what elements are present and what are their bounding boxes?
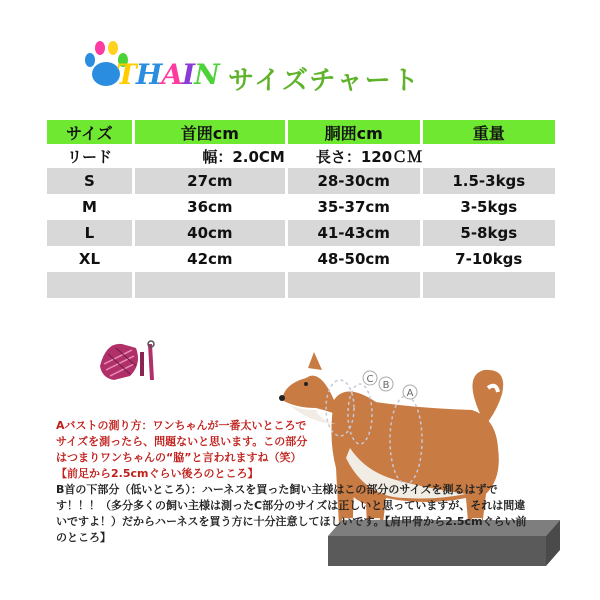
logo-text: THAIN bbox=[116, 58, 219, 91]
lead-label: リード bbox=[47, 144, 132, 168]
header-weight: 重量 bbox=[423, 120, 555, 144]
lead-length: 長さ：120ＣＭ bbox=[288, 144, 555, 168]
size-cell: M bbox=[47, 194, 132, 220]
neck-cell: 27cm bbox=[135, 168, 285, 194]
weight-cell: 1.5-3kgs bbox=[423, 168, 555, 194]
note-b: B首の下部分（低いところ）：ハーネスを買った飼い主様はこの部分のサイズを測るはずです！！！（多分多くの飼い主様は測ったC部分のサイズは正しいと思っていますが、それは間違いですよ！）だからハーネスを買う方に十分注意してほしいです。【肩甲骨から2.5cmぐらい前のところ】 bbox=[56, 483, 527, 544]
size-cell: XL bbox=[47, 246, 132, 272]
label-b: B bbox=[382, 380, 390, 391]
size-chart-table bbox=[44, 120, 558, 298]
chest-cell: 35-37cm bbox=[288, 194, 420, 220]
table-header-row bbox=[47, 120, 555, 144]
chest-cell: 41-43cm bbox=[288, 220, 420, 246]
label-c: C bbox=[366, 374, 374, 385]
harness-product-image bbox=[96, 336, 186, 386]
header-size: サイズ bbox=[47, 120, 132, 144]
neck-cell: 42cm bbox=[135, 246, 285, 272]
neck-cell: 40cm bbox=[135, 220, 285, 246]
chest-cell: 28-30cm bbox=[288, 168, 420, 194]
header-neck: 首囲cm bbox=[135, 120, 285, 144]
lead-row bbox=[47, 144, 555, 168]
table-row bbox=[47, 246, 555, 272]
label-a: A bbox=[406, 388, 414, 399]
size-cell: S bbox=[47, 168, 132, 194]
table-row bbox=[47, 220, 555, 246]
weight-cell: 7-10kgs bbox=[423, 246, 555, 272]
note-a: Aバストの測り方：ワンちゃんが一番太いところでサイズを測ったら、問題ないと思います。この部分はつまりワンちゃんの“脇”と言われますね（笑）【前足から2.5cmぐらい後ろのところ】 bbox=[56, 419, 308, 480]
neck-cell: 36cm bbox=[135, 194, 285, 220]
table-row bbox=[47, 194, 555, 220]
chest-cell: 48-50cm bbox=[288, 246, 420, 272]
table-row bbox=[47, 168, 555, 194]
size-cell: L bbox=[47, 220, 132, 246]
table-row-empty bbox=[47, 272, 555, 298]
weight-cell: 3-5kgs bbox=[423, 194, 555, 220]
header-chest: 胴囲cm bbox=[288, 120, 420, 144]
page-title: サイズチャート bbox=[228, 66, 421, 96]
lead-width: 幅：2.0CM bbox=[135, 144, 285, 168]
measurement-notes bbox=[56, 418, 528, 546]
weight-cell: 5-8kgs bbox=[423, 220, 555, 246]
